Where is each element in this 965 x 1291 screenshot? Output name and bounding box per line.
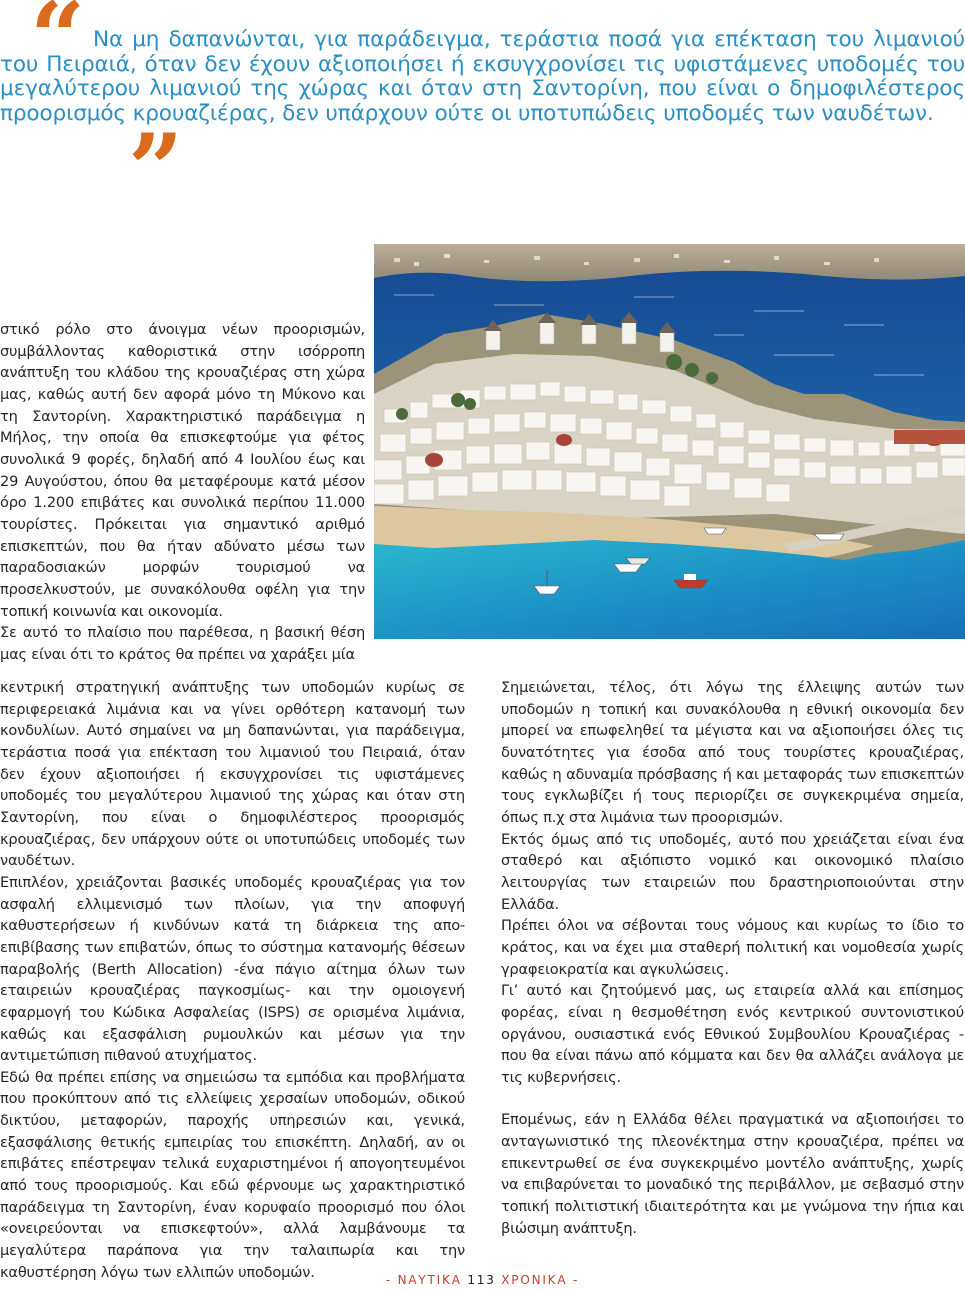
pull-quote-text: Να μη δαπανώνται, για παράδειγμα, τεράστια ποσά για επέκταση του λιμανιού του Πειραιά, όταν δεν έχουν αξιοποιήσει ή εκσυγχρονίσει τις υφιστάμενες υποδομές του μεγαλύτερου λιμανιού της χώρας και όταν στη Σαντορίνη, που είναι ο δημοφιλέστερος προορισμός κρουαζιέρας, δεν υπάρχουν ούτε οι υποτυπώδεις υποδομές των ναυδέτων.	[0, 27, 965, 126]
page-number: 113	[467, 1273, 496, 1287]
close-quote-mark: ”	[128, 113, 184, 226]
column-left-bottom	[0, 677, 465, 1283]
paragraph: Εκτός όμως από τις υποδομές, αυτό που χρειάζεται είναι ένα σταθερό και αξιόπιστο νομικό και οικονομικό πλαίσιο λειτουργίας των εταιρειών που δραστηριοποιούνται στην Ελλάδα.	[501, 830, 964, 913]
magazine-name-right: ΧΡΟΝΙΚΑ -	[501, 1273, 580, 1287]
open-quote-mark: “	[30, 0, 86, 94]
paragraph: Επιπλέον, χρειάζονται βασικές υποδομές κρουαζιέρας για τον ασφαλή ελλιμενισμό των πλοίων, για την αποφυγή καθυστερήσεων ή κινδύνων κατά τη διάρκεια της απο-επιβίβασης των επιβατών, όπως το σύστημα κατανομής θέσεων παραβολής (Berth Allocation) -ένα πάγιο αίτημα όλων των εταιρειών κρουαζιέρας παγκοσμίως- και την ομοιογενή εφαρμογή του Κώδικα Ασφαλείας (ISPS) σε ορισμένα λιμάνια, καθώς και εξασφάλιση ρυμουλκών και μέσων για την αντιμετώπιση πιθανού ατυχήματος.	[0, 873, 465, 1065]
paragraph: Πρέπει όλοι να σέβονται τους νόμους και κυρίως το ίδιο το κράτος, και να έχει μια σταθερή πολιτική και νομοθεσία χωρίς γραφειοκρατία και αγκυλώσεις.	[501, 917, 964, 978]
page-footer	[0, 1273, 965, 1287]
paragraph: Σημειώνεται, τέλος, ότι λόγω της έλλειψης αυτών των υποδομών η τοπική και συνακόλουθα η εθνική οικονομία δεν μπορεί να επωφεληθεί τα μέγιστα και να αξιοποιήσει όλες τις δυνατότητες για έσοδα από τους τουρίστες κρουαζιέρας, καθώς η αδυναμία πρόσβασης ή και μεταφοράς των επισκεπτών τους εγκλωβίζει ή τους περιορίζει σε συγκεκριμένα σημεία, όπως π.χ στα λιμάνια των προορισμών.	[501, 679, 964, 826]
paragraph: κεντρική στρατηγική ανάπτυξης των υποδομών κυρίως σε περιφερειακά λιμάνια και να γίνει ορθότερη κατανομή των κονδυλίων. Αυτό σημαίνει να μη δαπανώνται, για παράδειγμα, τεράστια ποσά για επέκταση του λιμανιού του Πειραιά, όταν δεν έχουν αξιοποιήσει ή εκσυγχρονίσει τις υφιστάμενες υποδομές του μεγαλύτερου λιμανιού της χώρας και όταν στη Σαντορίνη, που είναι ο δημοφιλέστερος προορισμός κρουαζιέρας, δεν υπάρχουν ούτε οι υποτυπώδεις υποδομές των ναυδέτων.	[0, 679, 465, 870]
column-left-top	[0, 319, 365, 666]
paragraph: Εδώ θα πρέπει επίσης να σημειώσω τα εμπόδια και προβλήματα που προκύπτουν από τις ελλείψεις χερσαίων υποδομών, οδικού δικτύου, μεταφορών, παροχής υπηρεσιών και, γενικά, εξασφάλισης θετικής εμπειρίας του επισκέπτη. Δηλαδή, αν οι επιβάτες επέστρεψαν τελικά ευχαριστημένοι ή απογοητευμένοι από τους προορισμούς. Και εδώ φέρνουμε ως χαρακτηριστικό παράδειγμα τη Σαντορίνη, έναν κορυφαίο προορισμό που όλοι «ονειρεύονται να επισκεφτούν», αλλά λαμβάνουμε τα μεγαλύτερα παράπονα για την ταλαιπωρία και την καθυστέρηση λόγω των ελλιπών υποδομών.	[0, 1068, 465, 1281]
mykonos-harbour-photo	[374, 244, 965, 639]
pull-quote	[0, 0, 965, 240]
paragraph: Σε αυτό το πλαίσιο που παρέθεσα, η βασική θέση μας είναι ότι το κράτος θα πρέπει να χαράξει μία	[0, 624, 365, 663]
paragraph: Γι’ αυτό και ζητούμενό μας, ως εταιρεία αλλά και επίσημος φορέας, είναι η θεσμοθέτηση ενός κεντρικού συντονιστικού οργάνου, ουσιαστικά ενός Εθνικού Συμβουλίου Κρουαζιέρας - που θα είναι πάνω από κόμματα και δεν θα αλλάζει ανάλογα με τις κυβερνήσεις.	[501, 982, 964, 1086]
paragraph: Επομένως, εάν η Ελλάδα θέλει πραγματικά να αξιοποιήσει το ανταγωνιστικό της πλεονέκτημα στην κρουαζιέρα, πρέπει να επικεντρωθεί σε ένα συγκεκριμένο μοντέλο ανάπτυξης, χωρίς να επιβαρύνεται το μοναδικό της περιβάλλον, με σεβασμό στην τοπική πολιτιστική ιδιαιτερότητα και με γνώμονα την ήπια και βιώσιμη ανάπτυξη.	[501, 1111, 964, 1237]
red-roof	[894, 430, 965, 444]
harbour-water	[374, 540, 965, 639]
paragraph: στικό ρόλο στο άνοιγμα νέων προορισμών, συμβάλλοντας καθοριστικά στην ισόρροπη ανάπτυξη του κλάδου της κρουαζιέρας στη χώρα μας, καθώς αυτή δεν αφορά μόνο τη Μύκονο και τη Σαντορίνη. Χαρακτηριστικό παράδειγμα η Μήλος, την οποία θα επισκεφτούμε για φέτος συνολικά 9 φορές, δηλαδή από 4 Ιουλίου έως και 29 Αυγούστου, όπου θα μεταφέρουμε κατά μέσον όρο 1.200 επιβάτες και συνολικά περίπου 11.000 τουρίστες. Πρόκειται για σημαντικό αριθμό επισκεπτών, που θα ήταν αδύνατο μέσω των παραδοσιακών μορφών τουρισμού να προσελκυστούν, με συνακόλουθα οφέλη για την τοπική κοινωνία και οικονομία.	[0, 321, 365, 620]
magazine-name-left: - ΝΑΥΤΙΚΑ	[385, 1273, 462, 1287]
column-right	[501, 677, 964, 1239]
